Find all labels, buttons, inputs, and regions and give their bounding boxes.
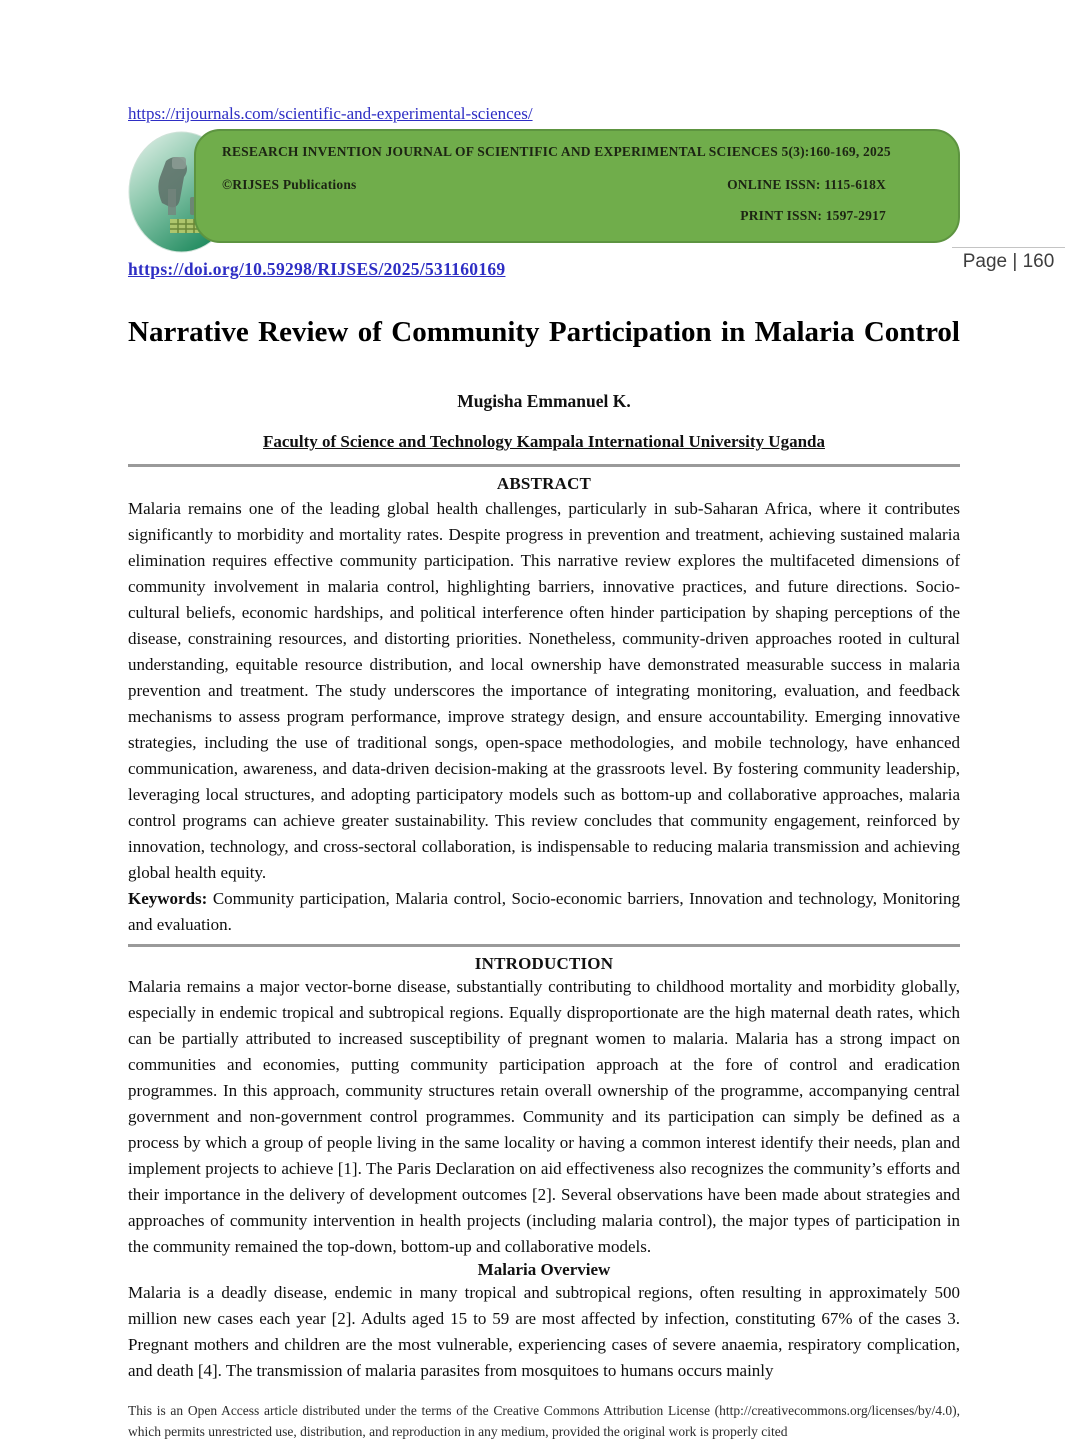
page-number-marker: Page | 160: [952, 247, 1065, 273]
journal-banner: [128, 129, 960, 253]
keywords-line: [128, 886, 960, 938]
abstract-heading: ABSTRACT: [496, 474, 592, 493]
doi-row: [128, 259, 960, 280]
journal-header-box: [194, 129, 960, 243]
introduction-paragraph: Malaria remains a major vector-borne disease, substantially contributing to childhood mortality and morbidity globally, especially in endemic tropical and subtropical regions. Equally disproportionate are the high maternal death rates, which can be partially attributed to increased susceptibility of pregnant women to malaria. Malaria has a strong impact on communities and economies, putting community participation approach at the fore of control and eradication programmes. In this approach, community structures retain overall ownership of the programme, accompanying central government and non-government control programmes. Community and its participation can simply be defined as a process by which a group of people living in the same locality or having a common interest identify their needs, plan and implement projects to achieve [1]. The Paris Declaration on aid effectiveness also recognizes the community’s efforts and their importance in the delivery of development outcomes [2]. Several observations have been made about strategies and approaches of community intervention in health projects (including malaria control), the major types of participation in the community remained the top-down, bottom-up and collaborative models.: [128, 977, 960, 1256]
author-affiliation: Faculty of Science and Technology Kampala International University Uganda: [263, 432, 825, 451]
author-name: Mugisha Emmanuel K.: [457, 391, 631, 411]
divider-rule-bottom: [128, 944, 960, 947]
malaria-overview-paragraph: Malaria is a deadly disease, endemic in many tropical and subtropical regions, often resulting in approximately 500 million new cases each year [2]. Adults aged 15 to 59 are most affected by infection, constituting 67% of the cases 3. Pregnant mothers and children are the most vulnerable, experiencing cases of severe anaemia, respiratory complication, and death [4]. The transmission of malaria parasites from mosquitoes to humans occurs mainly: [128, 1283, 960, 1380]
keywords-text: Community participation, Malaria control, Socio-economic barriers, Innovation and technology, Monitoring and evaluation.: [128, 889, 960, 934]
print-issn-label: PRINT ISSN: 1597-2917: [740, 208, 886, 223]
divider-rule-top: [128, 464, 960, 467]
journal-url-row: [128, 104, 960, 124]
publisher-label: ©RIJSES Publications: [222, 177, 357, 192]
online-issn-label: ONLINE ISSN: 1115-618X: [727, 177, 886, 192]
doi-link[interactable]: https://doi.org/10.59298/RIJSES/2025/531160169: [128, 259, 506, 279]
license-footer: This is an Open Access article distributed under the terms of the Creative Commons Attribution License (http://creativecommons.org/licenses/by/4.0), which permits unrestricted use, distribution, and reproduction in any medium, provided the original work is properly cited: [128, 1403, 960, 1439]
keywords-label: Keywords:: [128, 889, 208, 908]
journal-title-line: RESEARCH INVENTION JOURNAL OF SCIENTIFIC AND EXPERIMENTAL SCIENCES 5(3):160-169, 2025: [222, 144, 891, 159]
abstract-paragraph: Malaria remains one of the leading global health challenges, particularly in sub-Saharan Africa, where it contributes significantly to morbidity and mortality rates. Despite progress in prevention and treatment, achieving sustained malaria elimination requires effective community participation. This narrative review explores the multifaceted dimensions of community involvement in malaria control, highlighting barriers, innovative practices, and future directions. Socio-cultural beliefs, economic hardships, and political interference often hinder participation by shaping perceptions of the disease, constraining resources, and distorting priorities. Nonetheless, community-driven approaches rooted in cultural understanding, equitable resource distribution, and local ownership have demonstrated measurable success in malaria prevention and treatment. The study underscores the importance of integrating monitoring, evaluation, and feedback mechanisms to assess program performance, improve strategy design, and ensure accountability. Emerging innovative strategies, including the use of traditional songs, open-space methodologies, and mobile technology, have enhanced communication, awareness, and data-driven decision-making at the grassroots level. By fostering community leadership, leveraging local structures, and adopting participatory models such as bottom-up and collaborative approaches, malaria control programs can achieve greater sustainability. This review concludes that community engagement, reinforced by innovation, technology, and cross-sectoral collaboration, is indispensable to reducing malaria transmission and achieving global health equity.: [128, 499, 960, 882]
malaria-overview-heading: Malaria Overview: [477, 1260, 611, 1279]
journal-url-link[interactable]: https://rijournals.com/scientific-and-experimental-sciences/: [128, 104, 533, 123]
article-title: Narrative Review of Community Participation in Malaria Control: [128, 316, 960, 348]
introduction-heading: INTRODUCTION: [474, 954, 614, 973]
